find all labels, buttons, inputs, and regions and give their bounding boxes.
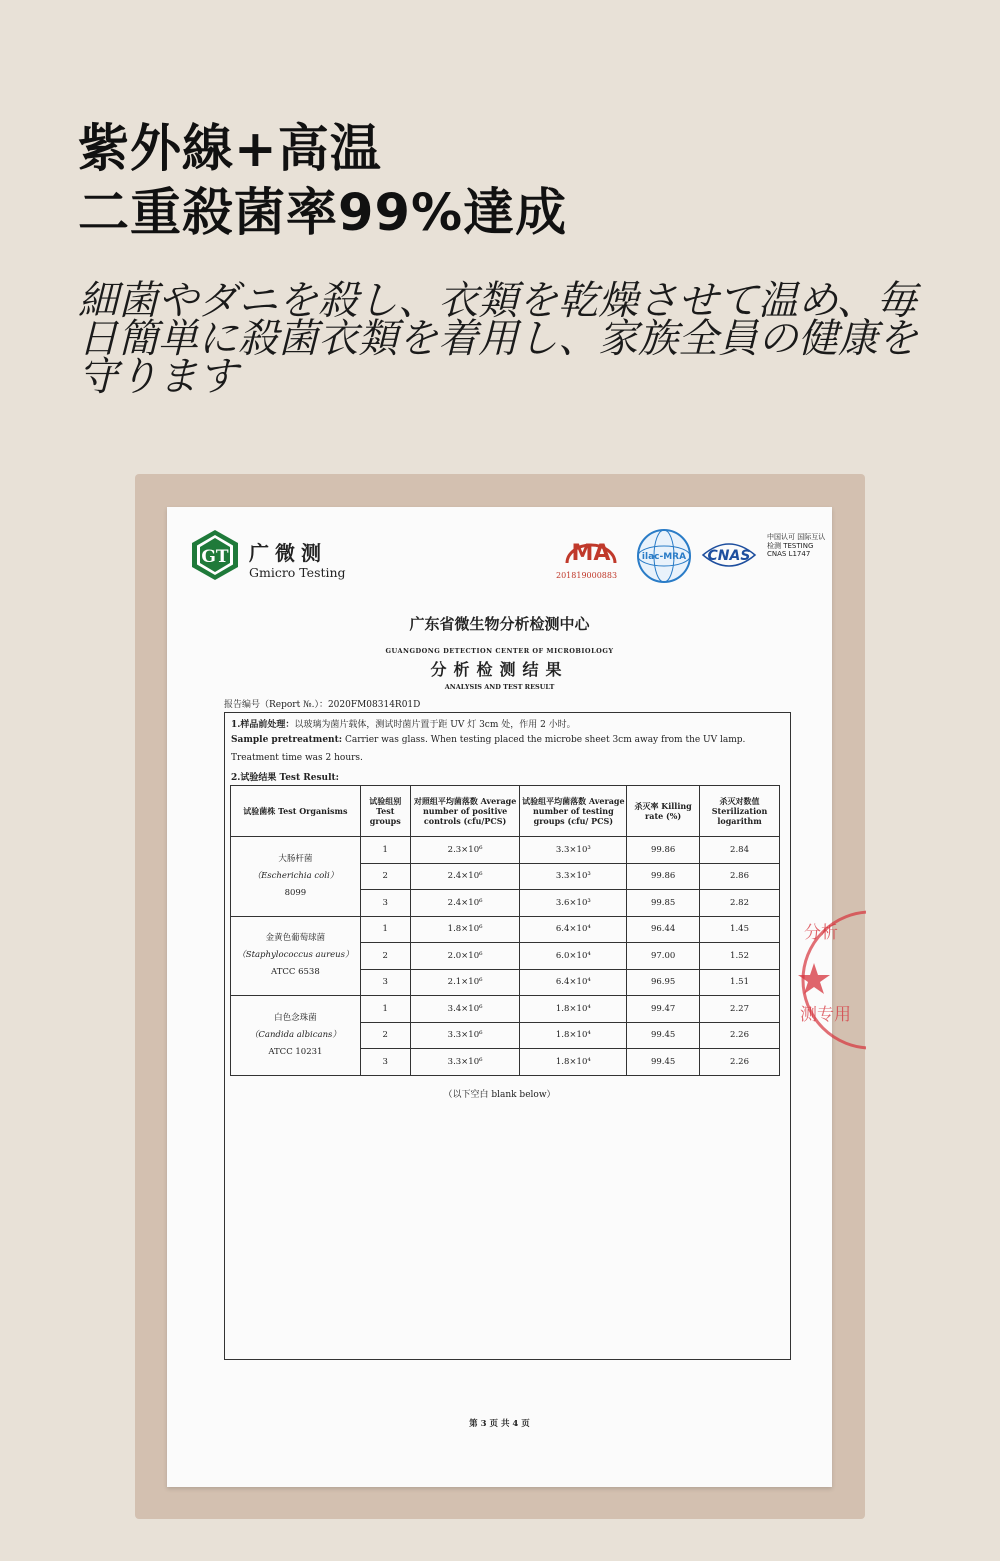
result-heading: 2.试验结果 Test Result: [231,773,339,783]
rate-cell: 99.85 [627,890,700,917]
table-row [231,837,780,864]
rate-cell: 97.00 [627,943,700,970]
organism-cell [231,916,361,996]
group-cell: 3 [360,1049,410,1076]
log-cell: 1.52 [700,943,780,970]
headline-line-2: 二重殺菌率99%達成 [78,184,568,243]
test-cell: 6.4×10⁴ [520,969,627,996]
result-title-cn: 分析检测结果 [430,660,569,679]
log-cell: 1.51 [700,969,780,996]
gmicro-logo-icon [189,529,241,581]
group-cell: 1 [360,916,410,943]
cnas-badge-icon [699,537,759,573]
cma-number: 201819000883 [556,571,618,580]
organism-cell [231,996,361,1076]
subtitle: 細菌やダニを殺し、衣類を乾燥させて温め、毎日簡単に殺菌衣類を着用し、家族全員の健康を守ります [78,278,918,400]
rate-cell: 99.47 [627,996,700,1023]
logo-name-cn: 广微测 [249,541,327,565]
rate-cell: 96.95 [627,969,700,996]
treatment-time: Treatment time was 2 hours. [231,753,363,763]
logo-mark: GT [201,547,229,567]
pretreatment-en-text: Carrier was glass. When testing placed the microbe sheet 3cm away from the UV lamp. [344,735,746,745]
test-cell: 3.3×10³ [520,863,627,890]
organism-name-latin: （Escherichia coli） [252,870,339,881]
test-cell: 1.8×10⁴ [520,1022,627,1049]
headline [78,118,567,246]
table-header-row [231,786,780,837]
pretreatment-en-label: Sample pretreatment: [231,735,343,745]
results-table [230,785,780,1076]
pretreatment-en [231,735,786,745]
control-cell: 2.4×10⁶ [410,863,520,890]
control-cell: 2.3×10⁶ [410,837,520,864]
pretreatment-cn [231,717,576,730]
control-cell: 2.1×10⁶ [410,969,520,996]
report-number: 报告编号（Report №.）：2020FM08314R01D [224,700,421,710]
log-cell: 2.82 [700,890,780,917]
control-cell: 3.3×10⁶ [410,1049,520,1076]
cma-badge-icon [561,533,621,567]
pretreatment-cn-text: 以玻璃为菌片载体，测试时菌片置于距 UV 灯 3cm 处，作用 2 小时。 [294,720,576,730]
center-name-cn: 广东省微生物分析检测中心 [409,615,590,633]
rate-cell: 96.44 [627,916,700,943]
table-row [231,996,780,1023]
cnas-label: CNAS [707,548,751,564]
test-cell: 3.6×10³ [520,890,627,917]
log-cell: 2.86 [700,863,780,890]
test-cell: 1.8×10⁴ [520,1049,627,1076]
header-control: 对照组平均菌落数 Average number of positive controls (cfu/PCS) [410,786,520,837]
table-row [231,916,780,943]
control-cell: 2.4×10⁶ [410,890,520,917]
group-cell: 1 [360,837,410,864]
header-testing: 试验组平均菌落数 Average number of testing groups (cfu/ PCS) [520,786,627,837]
rate-cell: 99.45 [627,1049,700,1076]
test-cell: 6.4×10⁴ [520,916,627,943]
group-cell: 3 [360,890,410,917]
rate-cell: 99.86 [627,837,700,864]
organism-name-latin: （Staphylococcus aureus） [237,950,354,961]
group-cell: 2 [360,943,410,970]
header-groups: 试验组别 Test groups [360,786,410,837]
header-killing-rate: 杀灭率 Killing rate (%) [627,786,700,837]
cnas-text: 中国认可 国际互认 检测 TESTING CNAS L1747 [767,533,826,559]
log-cell: 2.26 [700,1049,780,1076]
ilac-label: ilac-MRA [641,552,687,562]
log-cell: 1.45 [700,916,780,943]
logo-name-en: Gmicro Testing [249,565,346,580]
stamp-text-2: 测专用 [800,1005,851,1025]
organism-strain: ATCC 6538 [271,967,320,978]
organism-name-cn: 大肠杆菌 [278,853,313,864]
page-number: 第 3 页 共 4 页 [469,1419,530,1429]
rate-cell: 99.86 [627,863,700,890]
group-cell: 2 [360,863,410,890]
headline-line-1: 紫外線+高温 [78,120,382,179]
organism-name-cn: 金黄色葡萄球菌 [265,933,326,944]
log-cell: 2.27 [700,996,780,1023]
organism-strain: ATCC 10231 [268,1046,323,1057]
header-organisms: 试验菌株 Test Organisms [231,786,361,837]
log-cell: 2.26 [700,1022,780,1049]
pretreatment-cn-label: 1.样品前处理： [231,720,295,730]
organism-cell [231,837,361,917]
organism-name-latin: （Candida albicans） [249,1029,341,1040]
group-cell: 2 [360,1022,410,1049]
control-cell: 2.0×10⁶ [410,943,520,970]
organism-name-cn: 白色念珠菌 [274,1012,317,1023]
center-name-en: GUANGDONG DETECTION CENTER OF MICROBIOLOGY [385,647,614,655]
certificate-sheet [167,507,832,1487]
blank-below-note: （以下空白 blank below） [443,1090,556,1100]
cma-label: MA [571,541,611,566]
result-box [224,712,791,1360]
control-cell: 3.4×10⁶ [410,996,520,1023]
test-cell: 6.0×10⁴ [520,943,627,970]
group-cell: 1 [360,996,410,1023]
group-cell: 3 [360,969,410,996]
test-cell: 1.8×10⁴ [520,996,627,1023]
log-cell: 2.84 [700,837,780,864]
test-cell: 3.3×10³ [520,837,627,864]
header-logarithm: 杀灭对数值 Sterilization logarithm [700,786,780,837]
result-title-en: ANALYSIS AND TEST RESULT [444,683,555,691]
organism-strain: 8099 [284,887,307,898]
stamp-text-1: 分析 [804,923,838,943]
rate-cell: 99.45 [627,1022,700,1049]
control-cell: 3.3×10⁶ [410,1022,520,1049]
ilac-mra-badge-icon [636,528,692,584]
control-cell: 1.8×10⁶ [410,916,520,943]
